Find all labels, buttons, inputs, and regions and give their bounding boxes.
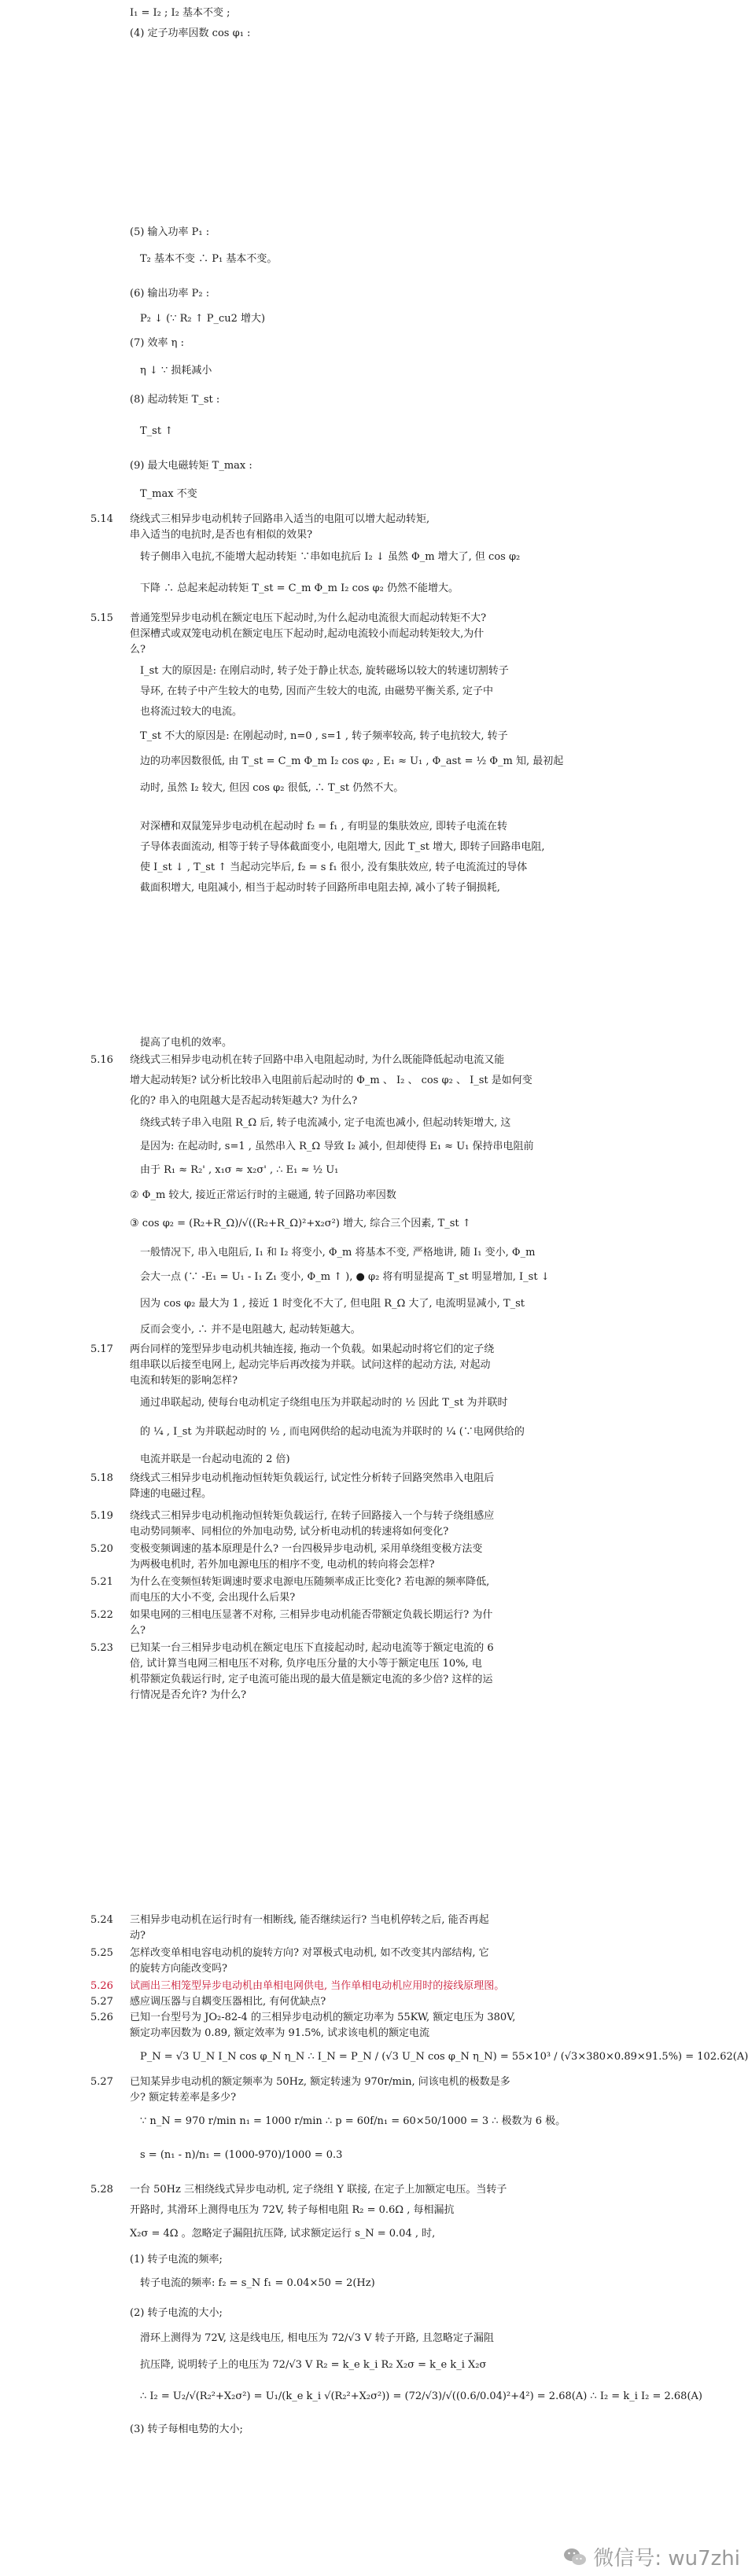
text-line: 绕线式转子串入电阻 R_Ω 后, 转子电流减小, 定子电流也减小, 但起动转矩增大, 这 (140, 1117, 511, 1129)
text-line: 如果电网的三相电压显著不对称, 三相异步电动机能否带额定负载长期运行? 为什 (130, 1609, 493, 1621)
text-line: 两台同样的笼型异步电动机共轴连接, 拖动一个负载。如果起动时将它们的定子绕 (130, 1343, 495, 1355)
text-line: 动时, 虽然 I₂ 较大, 但因 cos φ₂ 很低, ∴ T_st 仍然不大。 (140, 782, 404, 794)
text-line: 电流并联是一台起动电流的 2 倍) (140, 1453, 290, 1465)
text-line: 绕线式三相异步电动机拖动恒转矩负载运行, 试定性分析转子回路突然串入电阻后 (130, 1472, 495, 1484)
text-line: s = (n₁ - n)/n₁ = (1000-970)/1000 = 0.3 (140, 2149, 343, 2161)
text-line: 由于 R₁ ≈ R₂' , x₁σ ≈ x₂σ' , ∴ E₁ ≈ ½ U₁ (140, 1164, 339, 1176)
text-line: 已知某异步电动机的额定频率为 50Hz, 额定转速为 970r/min, 问该电机的极数是多 (130, 2076, 510, 2088)
text-line: 的 ¼ , I_st 为并联起动时的 ½ , 而电网供给的起动电流为并联时的 ¼ (∵电网供给的 (140, 1426, 525, 1438)
text-line: 但深槽式或双笼电动机在额定电压下起动时,起动电流较小而起动转矩较大,为什 (130, 628, 485, 640)
text-line: 5.14 (90, 513, 113, 525)
text-line: 是因为: 在起动时, s=1 , 虽然串入 R_Ω 导致 I₂ 减小, 但却使得 E₁ ≈ U₁ 保持串电阻前 (140, 1141, 534, 1152)
text-line: 普通笼型异步电动机在额定电压下起动时,为什么起动电流很大而起动转矩不大? (130, 612, 487, 624)
text-line: ∵ n_N = 970 r/min n₁ = 1000 r/min ∴ p = 60f/n₁ = 60×50/1000 = 3 ∴ 极数为 6 极。 (140, 2115, 566, 2127)
text-line: T_max 不变 (140, 488, 197, 500)
text-line: 么? (130, 644, 146, 656)
text-line: 变极变频调速的基本原理是什么? 一台四极异步电动机, 采用单绕组变极方法变 (130, 1543, 483, 1555)
watermark (563, 2542, 740, 2571)
text-line: 行情况是否允许? 为什么? (130, 1689, 247, 1701)
text-line: T_st 不大的原因是: 在刚起动时, n=0 , s=1 , 转子频率较高, 转子电抗较大, 转子 (140, 730, 508, 742)
text-line: 5.15 (90, 612, 113, 624)
text-line: 绕线式三相异步电动机拖动恒转矩负载运行, 在转子回路接入一个与转子绕组感应 (130, 1510, 495, 1522)
text-line: 5.17 (90, 1343, 113, 1355)
text-line: 5.25 (90, 1947, 113, 1959)
text-line: 开路时, 其滑环上测得电压为 72V, 转子每相电阻 R₂ = 0.6Ω , 每相漏抗 (130, 2204, 455, 2216)
text-line: 为什么在变频恒转矩调速时要求电源电压随频率成正比变化? 若电源的频率降低, (130, 1576, 490, 1588)
text-line: 子导体表面流动, 相等于转子导体截面变小, 电阻增大, 因此 T_st 增大, 即转子回路串电阻, (140, 841, 545, 853)
text-line: 怎样改变单相电容电动机的旋转方向? 对罩极式电动机, 如不改变其内部结构, 它 (130, 1947, 489, 1959)
text-line: 倍, 试计算当电网三相电压不对称, 负序电压分量的大小等于额定电压 10%, 电 (130, 1658, 482, 1670)
text-line: 动? (130, 1930, 146, 1942)
text-line: 截面积增大, 电阻减小, 相当于起动时转子回路所串电阻去掉, 减小了转子铜损耗, (140, 882, 500, 894)
text-line: 绕线式三相异步电动机在转子回路中串入电阻起动时, 为什么既能降低起动电流又能 (130, 1054, 505, 1066)
text-line: 5.23 (90, 1642, 113, 1654)
text-line: 5.28 (90, 2184, 113, 2196)
text-line: 5.26 (90, 1980, 113, 1992)
text-line: ∴ I₂ = U₂/√(R₂²+X₂σ²) = U₁/(k_e k_i √(R₂²+X₂σ²)) = (72/√3)/√((0.6/0.04)²+4²) = 2.68(A) ∴ I₂ = k_i I₂ = 2.68(A) (140, 2390, 702, 2402)
text-line: 绕线式三相异步电动机转子回路串入适当的电阻可以增大起动转矩, (130, 513, 430, 525)
text-line: 5.22 (90, 1609, 113, 1621)
text-line: 化的? 串入的电阻越大是否起动转矩越大? 为什么? (130, 1095, 358, 1107)
text-line: 滑环上测得为 72V, 这是线电压, 相电压为 72/√3 V 转子开路, 且忽略定子漏阻 (140, 2332, 494, 2344)
text-line: 的旋转方向能改变吗? (130, 1963, 227, 1975)
text-line: 一般情况下, 串入电阻后, I₁ 和 I₂ 将变小, Φ_m 将基本不变, 严格地讲, 随 I₁ 变小, Φ_m (140, 1247, 536, 1259)
text-line: I₁ = I₂ ; I₂ 基本不变 ; (130, 7, 230, 19)
text-line: 提高了电机的效率。 (140, 1037, 233, 1049)
wechat-icon (563, 2547, 587, 2567)
text-line: 也将流过较大的电流。 (140, 706, 243, 718)
text-line: 使 I_st ↓ , T_st ↑ 当起动完毕后, f₂ = s f₁ 很小, 没有集肤效应, 转子电流流过的导体 (140, 862, 528, 873)
text-line: T₂ 基本不变 ∴ P₁ 基本不变。 (140, 253, 278, 265)
text-line: (3) 转子每相电势的大小; (130, 2423, 243, 2435)
text-line: 三相异步电动机在运行时有一相断线, 能否继续运行? 当电机停转之后, 能否再起 (130, 1914, 489, 1926)
text-line: 5.27 (90, 1996, 113, 2008)
text-line: (8) 起动转矩 T_st : (130, 394, 220, 406)
text-line: 转子侧串入电抗,不能增大起动转矩 ∵串如电抗后 I₂ ↓ 虽然 Φ_m 增大了, 但 cos φ₂ (140, 551, 521, 563)
text-line: 感应调压器与自耦变压器相比, 有何优缺点? (130, 1996, 326, 2008)
text-line: ② Φ_m 较大, 接近正常运行时的主磁通, 转子回路功率因数 (130, 1189, 396, 1201)
watermark-text: 微信号: wu7zhi (593, 2547, 740, 2570)
text-line: 5.18 (90, 1472, 113, 1484)
text-line: (4) 定子功率因数 cos φ₁ : (130, 28, 251, 39)
text-line: 通过串联起动, 使每台电动机定子绕组电压为并联起动时的 ½ 因此 T_st 为并联时 (140, 1397, 508, 1409)
text-line: 试画出三相笼型异步电动机由单相电网供电, 当作单相电动机应用时的接线原理图。 (130, 1980, 505, 1992)
text-line: 反而会变小, ∴ 并不是电阻越大, 起动转矩越大。 (140, 1324, 361, 1336)
text-line: 已知一台型号为 JO₂-82-4 的三相异步电动机的额定功率为 55KW, 额定电压为 380V, (130, 2012, 516, 2023)
text-line: 对深槽和双鼠笼异步电动机在起动时 f₂ = f₁ , 有明显的集肤效应, 即转子电流在转 (140, 821, 507, 832)
text-line: 抗压降, 说明转子上的电压为 72/√3 V R₂ = k_e k_i R₂ X₂σ = k_e k_i X₂σ (140, 2359, 487, 2371)
text-line: 而电压的大小不变, 会出现什么后果? (130, 1592, 296, 1604)
text-line: ③ cos φ₂ = (R₂+R_Ω)/√((R₂+R_Ω)²+x₂σ²) 增大, 综合三个因素, T_st ↑ (130, 1218, 471, 1229)
text-line: 机带额定负载运行时, 定子电流可能出现的最大值是额定电流的多少倍? 这样的运 (130, 1674, 493, 1685)
text-line: 因为 cos φ₂ 最大为 1 , 接近 1 时变化不大了, 但电阻 R_Ω 大了, 电流明显减小, T_st (140, 1298, 525, 1310)
text-line: 一台 50Hz 三相绕线式异步电动机, 定子绕组 Y 联接, 在定子上加额定电压。当转子 (130, 2184, 507, 2196)
text-line: 增大起动转矩? 试分析比较串入电阻前后起动时的 Φ_m 、 I₂ 、 cos φ₂ 、 I_st 是如何变 (130, 1075, 532, 1086)
text-line: P₂ ↓ (∵ R₂ ↑ P_cu2 增大) (140, 313, 266, 325)
text-line: 5.26 (90, 2012, 113, 2023)
text-line: X₂σ = 4Ω 。忽略定子漏阻抗压降, 试求额定运行 s_N = 0.04 , 时, (130, 2228, 436, 2240)
text-line: η ↓ ∵ 损耗减小 (140, 365, 212, 377)
text-line: 5.16 (90, 1054, 113, 1066)
text-line: 组串联以后接至电网上, 起动完毕后再改接为并联。试问这样的起动方法, 对起动 (130, 1359, 491, 1371)
text-line: 为两极电机时, 若外加电源电压的相序不变, 电动机的转向将会怎样? (130, 1559, 435, 1571)
text-line: 边的功率因数很低, 由 T_st = C_m Φ_m I₂ cos φ₂ , E₁ ≈ U₁ , Φ_ast = ½ Φ_m 知, 最初起 (140, 755, 564, 767)
text-line: 额定功率因数为 0.89, 额定效率为 91.5%, 试求该电机的额定电流 (130, 2027, 430, 2039)
text-line: 导环, 在转子中产生较大的电势, 因而产生较大的电流, 由磁势平衡关系, 定子中 (140, 685, 494, 697)
text-line: 会大一点 (∵ -E₁ = U₁ - I₁ Z₁ 变小, Φ_m ↑ ), ● φ₂ 将有明显提高 T_st 明显增加, I_st ↓ (140, 1271, 550, 1283)
text-line: 电流和转矩的影响怎样? (130, 1375, 238, 1387)
text-line: (7) 效率 η : (130, 337, 184, 349)
text-line: I_st 大的原因是: 在刚启动时, 转子处于静止状态, 旋转磁场以较大的转速切割转子 (140, 665, 509, 677)
text-line: 5.21 (90, 1576, 113, 1588)
text-line: 5.24 (90, 1914, 113, 1926)
text-line: 降速的电磁过程。 (130, 1488, 212, 1500)
text-line: 么? (130, 1625, 146, 1637)
text-line: 串入适当的电抗时,是否也有相似的效果? (130, 529, 313, 541)
text-line: (1) 转子电流的频率; (130, 2254, 223, 2265)
text-line: 转子电流的频率: f₂ = s_N f₁ = 0.04×50 = 2(Hz) (140, 2277, 375, 2289)
text-line: 下降 ∴ 总起来起动转矩 T_st = C_m Φ_m I₂ cos φ₂ 仍然不能增大。 (140, 582, 459, 594)
text-line: (5) 输入功率 P₁ : (130, 226, 210, 238)
text-line: 5.20 (90, 1543, 113, 1555)
text-line: 电动势同频率、同相位的外加电动势, 试分析电动机的转速将如何变化? (130, 1526, 449, 1538)
text-line: (9) 最大电磁转矩 T_max : (130, 460, 252, 472)
text-line: (2) 转子电流的大小; (130, 2307, 223, 2319)
text-line: 5.19 (90, 1510, 113, 1522)
text-line: 少? 额定转差率是多少? (130, 2092, 237, 2104)
text-line: 已知某一台三相异步电动机在额定电压下直接起动时, 起动电流等于额定电流的 6 (130, 1642, 494, 1654)
text-line: (6) 输出功率 P₂ : (130, 288, 210, 299)
text-line: 5.27 (90, 2076, 113, 2088)
text-line: T_st ↑ (140, 425, 174, 437)
text-line: P_N = √3 U_N I_N cos φ_N η_N ∴ I_N = P_N / (√3 U_N cos φ_N η_N) = 55×10³ / (√3×380×0.89×91.5%) = 102.62(A) (140, 2051, 748, 2063)
